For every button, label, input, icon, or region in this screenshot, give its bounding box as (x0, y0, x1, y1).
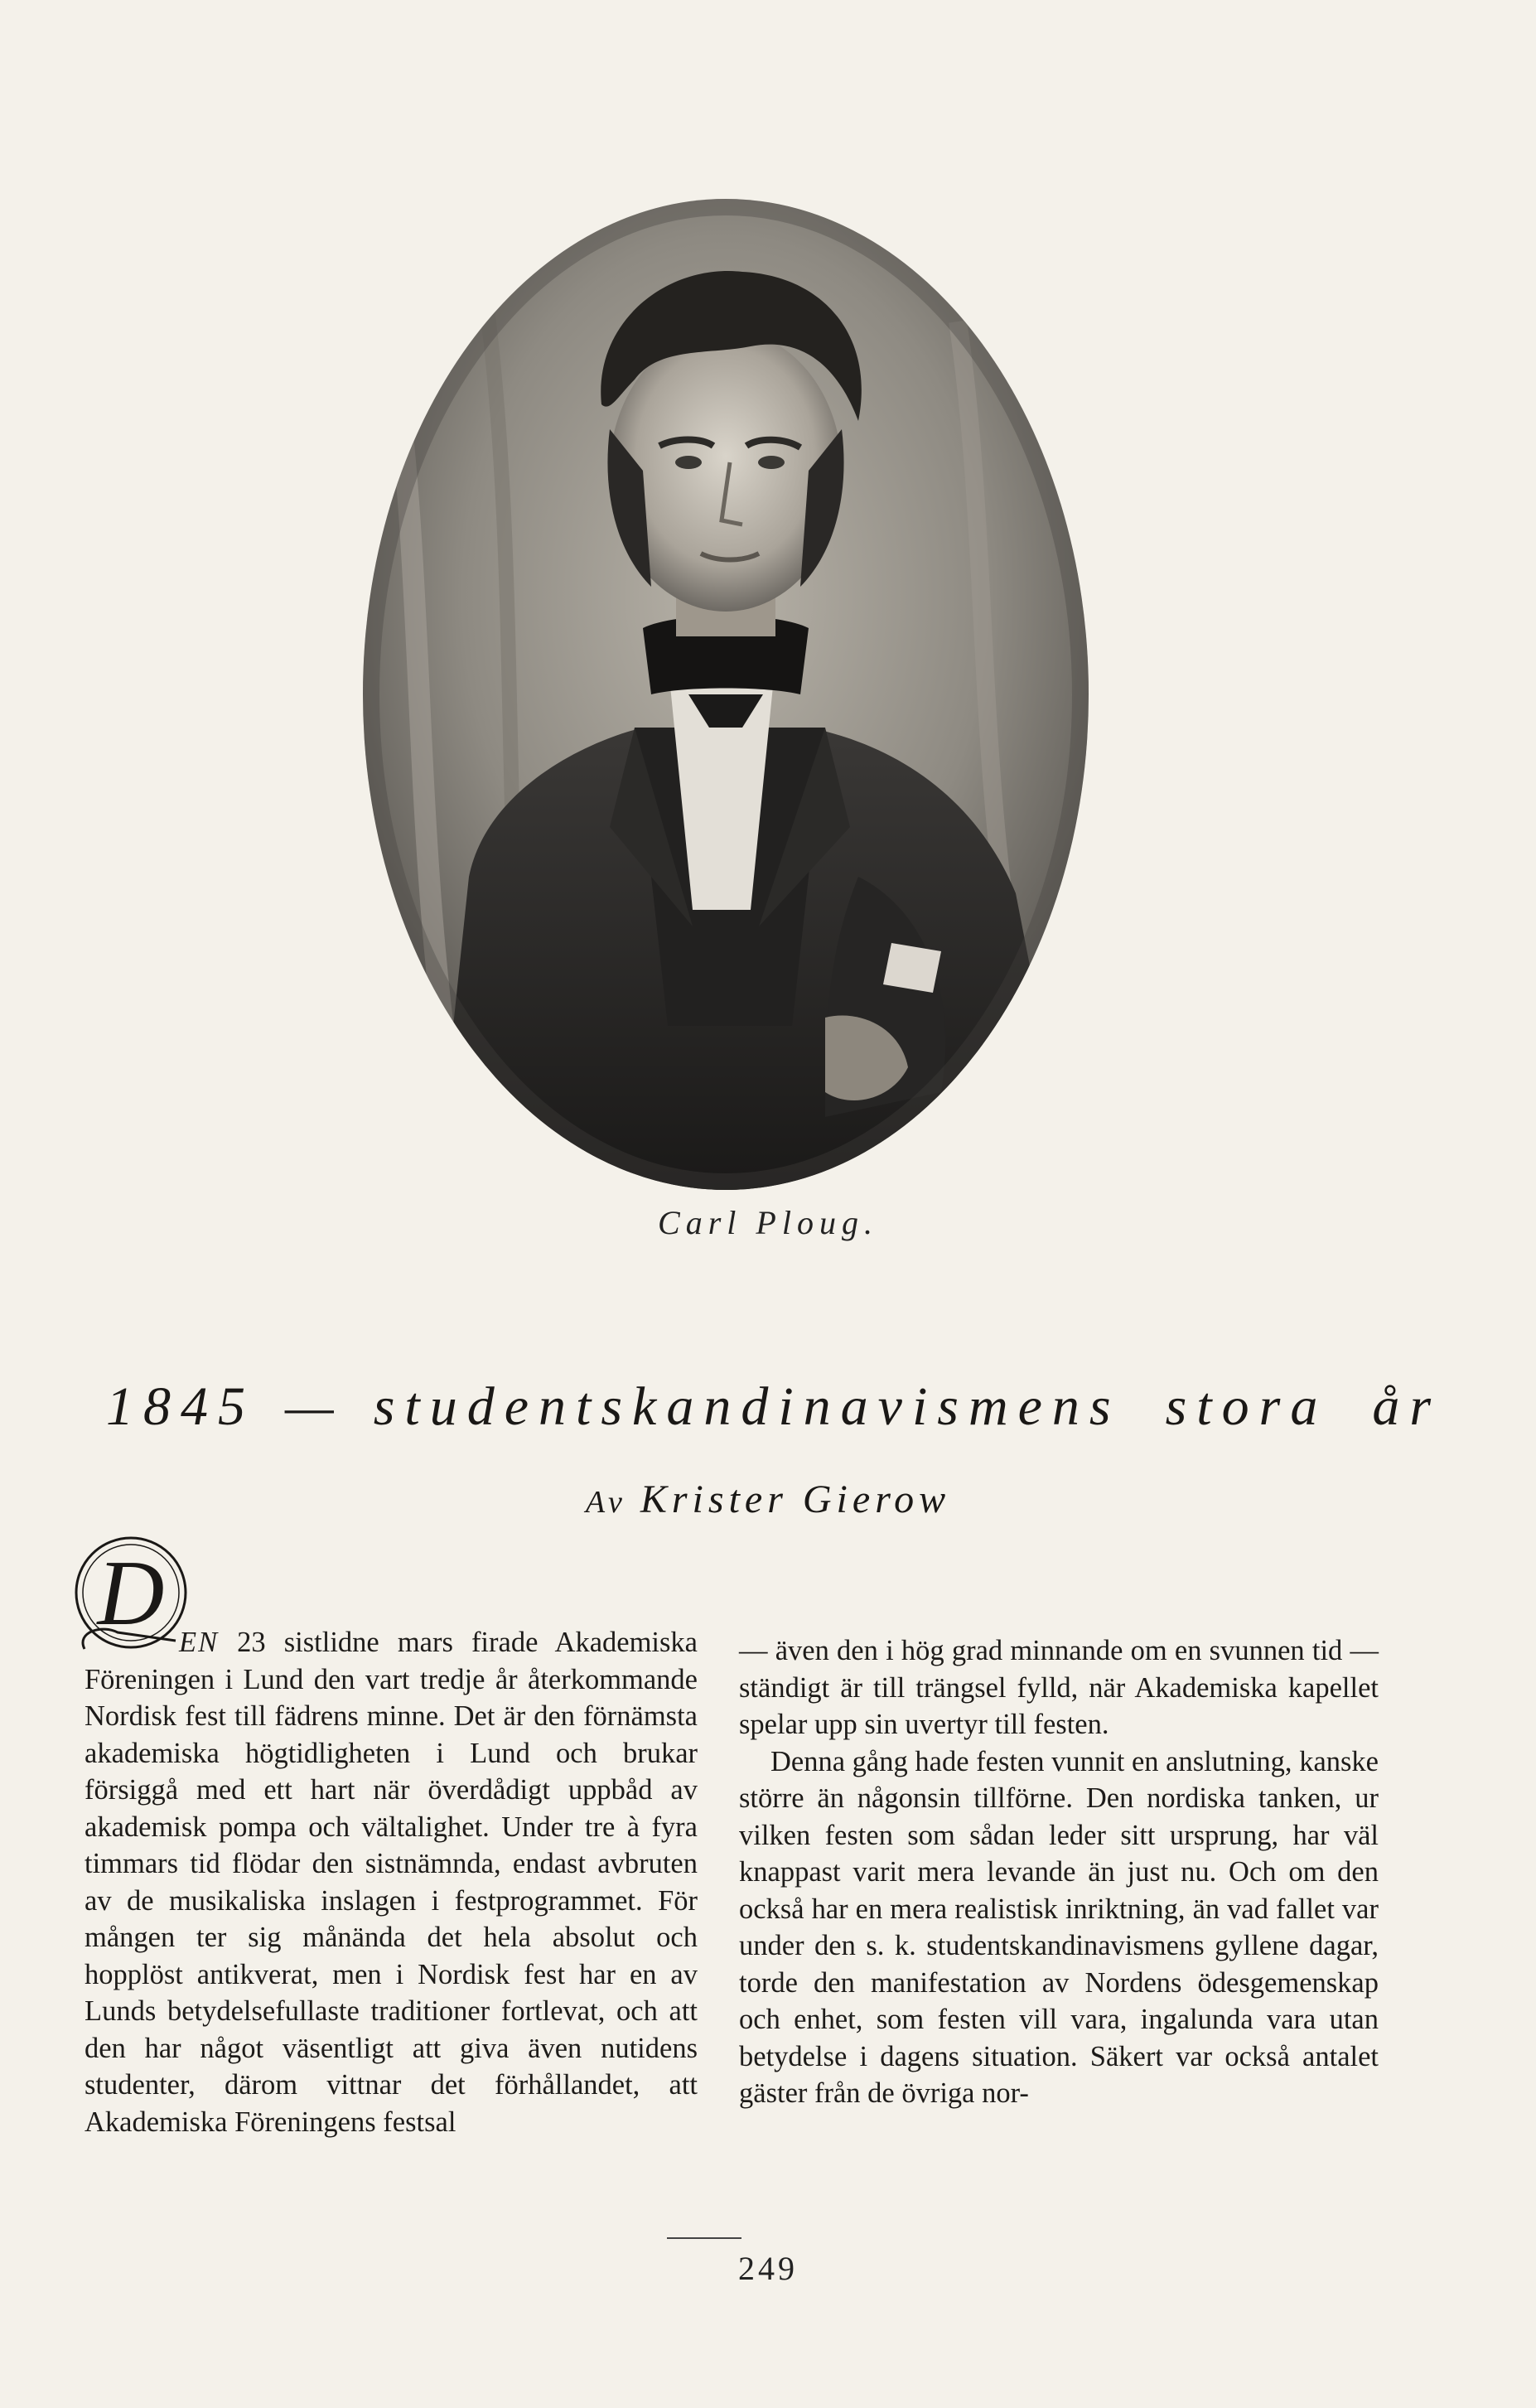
title-word-2: stora (1165, 1376, 1328, 1437)
left-column (85, 1624, 698, 2140)
byline-prefix: Av (585, 1485, 627, 1520)
lead-word: EN (179, 1627, 220, 1658)
footer-rule (667, 2237, 741, 2239)
right-column (739, 1632, 1379, 2112)
portrait-oval-image (361, 197, 1090, 1192)
left-column-paragraph (85, 1624, 698, 2140)
title-year: 1845 (106, 1376, 255, 1437)
page-number: 249 (738, 2250, 798, 2287)
article-title (106, 1376, 1442, 1439)
portrait-caption: Carl Ploug. (658, 1204, 878, 1241)
byline-author: Krister Gierow (640, 1477, 951, 1521)
title-word-3: år (1372, 1376, 1442, 1437)
dropcap-letter: D (97, 1542, 165, 1645)
title-word-1: studentskandinavismens (373, 1376, 1121, 1437)
title-dash: — (285, 1376, 344, 1437)
right-column-paragraph-2: Denna gång hade festen vunnit en anslutning, kanske större än någonsin tillförne. Den nordiska tanken, ur vilken festen som sådan leder sitt ursprung, har väl knappast varit mera levande än just nu. Och om den också har en mera realistisk inriktning, än vad fallet var under den s. k. studentskandinavismens gyllene dagar, torde den manifestation av Nordens ödesgemenskap och enhet, som festen vill vara, ingalunda vara utan betydelse i dagens situation. Säkert var också antalet gäster från de övriga nor- (739, 1745, 1379, 2109)
article-byline (0, 1477, 1536, 1522)
right-column-paragraph-1: — även den i hög grad minnande om en svunnen tid — ständigt är till trängsel fylld, när Akademiska kapellet spelar upp sin uvertyr till festen. (739, 1635, 1379, 1740)
portrait-photo (361, 197, 1090, 1192)
left-column-text: 23 sistlidne mars firade Akademiska Föreningen i Lund den vart tredje år återkommande Nordisk fest till fädrens minne. Det är den förnämsta akademiska högtidligheten i Lund och brukar försiggå med ett hart när överdådigt uppbåd av akademisk pompa och vältalighet. Under tre à fyra timmars tid flödar den sistnämnda, endast avbruten av de musikaliska inslagen i festprogrammet. För mången ter sig månända det hela absolut och hopplöst antikverat, men i Nordisk fest har en av Lunds betydelsefullaste traditioner fortlevat, och att den har något väsentligt att giva även nutidens studenter, därom vittnar det förhållandet, att Akademiska Föreningens festsal (85, 1627, 698, 2138)
